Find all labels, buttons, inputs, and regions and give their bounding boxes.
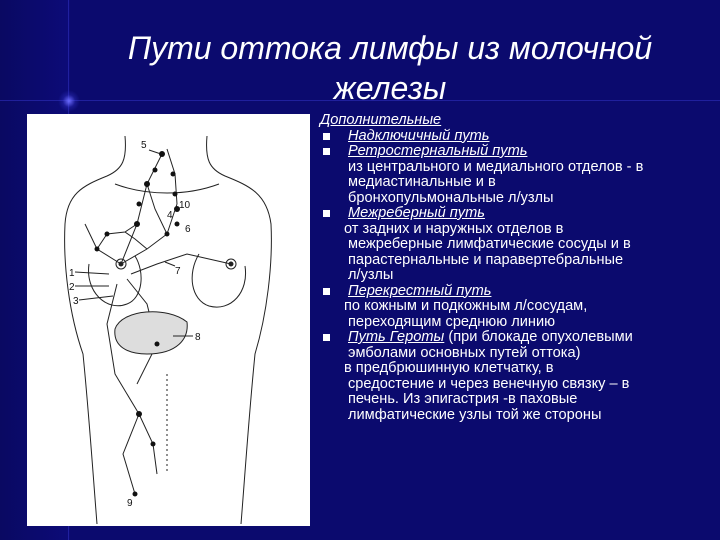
bullet-text-line: лимфатические узлы той же стороны [348, 406, 602, 423]
figure-label-4: 4 [167, 210, 173, 221]
bullet-rest: (при блокаде опухолевыми [444, 329, 633, 345]
lymph-drainage-illustration [27, 114, 310, 526]
figure-label-7: 7 [175, 266, 181, 277]
bullet-text-line: эмболами основных путей оттока) [348, 344, 581, 361]
bullet-text-line: средостение и через венечную связку – в [348, 375, 630, 392]
bullet-text-line: переходящим среднюю линию [348, 313, 556, 330]
bullet-text-line: по кожным и подкожным л/сосудам, [344, 298, 588, 314]
bullet-text-line: медиастинальные и в [348, 174, 496, 190]
bullet-label: Ретростернальный путь [348, 143, 528, 159]
title-line-1: Пути оттока лимфы из молочной [127, 30, 653, 66]
bullet-intercostal [320, 206, 715, 222]
figure-label-2: 2 [69, 282, 75, 293]
bullet-crossed [320, 284, 715, 300]
bullet-text-line: в предбрюшинную клетчатку, в [344, 360, 554, 376]
bullet-label: Путь Героты [348, 329, 445, 345]
bullet-label: Перекрестный путь [348, 282, 492, 299]
bullet-text-line: бронхопульмональные л/узлы [348, 189, 554, 206]
torso-drawing [27, 114, 310, 526]
bullet-square-icon [323, 288, 330, 295]
figure-label-10: 10 [179, 200, 191, 211]
bullet-square-icon [323, 210, 330, 217]
bullet-label: Надключичный путь [348, 127, 490, 144]
bullet-text-line: печень. Из эпигастрия -в паховые [348, 391, 578, 407]
section-header: Дополнительные [320, 112, 442, 128]
bullet-square-icon [323, 148, 330, 155]
figure-label-6: 6 [185, 224, 191, 235]
figure-label-8: 8 [195, 332, 201, 343]
figure-label-3: 3 [73, 296, 79, 307]
figure-label-9: 9 [127, 498, 133, 509]
bullet-retrosternal [320, 144, 715, 160]
title-line-2: железы [333, 70, 447, 106]
bullet-square-icon [323, 133, 330, 140]
bullet-text-line: межреберные лимфатические сосуды и в [348, 236, 631, 252]
figure-label-5: 5 [141, 140, 147, 151]
bullet-square-icon [323, 334, 330, 341]
bullet-label: Межреберный путь [348, 205, 485, 221]
bullet-supraclavicular [320, 129, 715, 145]
bullet-text-line: л/узлы [348, 267, 394, 283]
line-intersection-glow [58, 90, 80, 112]
slide-body [320, 113, 715, 423]
slide-title [120, 28, 660, 108]
bullet-text-line: из центрального и медиального отделов - в [348, 158, 644, 175]
figure-label-1: 1 [69, 268, 75, 279]
bullet-text-line: парастернальные и паравертебральные [348, 251, 624, 268]
bullet-text-line: от задних и наружных отделов в [344, 220, 564, 237]
bullet-gerota [320, 330, 715, 346]
